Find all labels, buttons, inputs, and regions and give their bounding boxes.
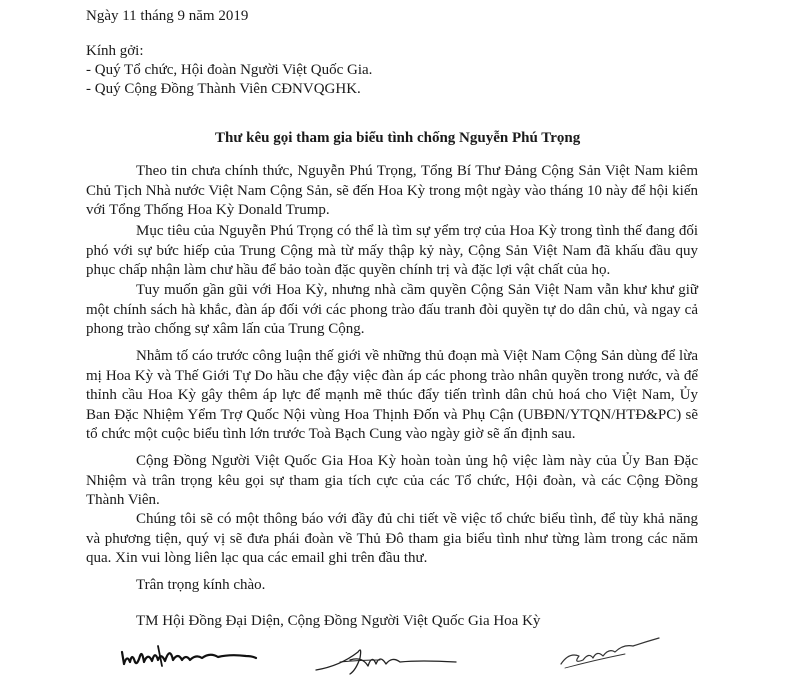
paragraph-4	[86, 347, 698, 445]
closing: Trân trọng kính chào.	[136, 577, 266, 593]
recipient-1: - Quý Tổ chức, Hội đoàn Người Việt Quốc Gia.	[86, 62, 373, 78]
signoff: TM Hội Đồng Đại Diện, Cộng Đồng Người Việt Quốc Gia Hoa Kỳ	[136, 613, 541, 629]
recipient-2: - Quý Cộng Đồng Thành Viên CĐNVQGHK.	[86, 81, 361, 97]
paragraph-5-text: Cộng Đồng Người Việt Quốc Gia Hoa Kỳ hoàn toàn ủng hộ việc làm này của Ủy Ban Đặc Nhiệm và trân trọng kêu gọi sự tham gia tích cực của các Tổ chức, Hội đoàn, và các Cộng Đồng Thành Viên.	[86, 453, 698, 508]
paragraph-6	[86, 510, 698, 569]
letter-date: Ngày 11 tháng 9 năm 2019	[86, 8, 249, 24]
paragraph-2-text: Mục tiêu của Nguyễn Phú Trọng có thể là tìm sự yểm trợ của Hoa Kỳ trong tình thế đang đối phó với sự bức hiếp của Trung Cộng mà từ mấy thập kỷ này, Cộng Sản Việt Nam đã khấu đầu quy phục chấp nhận làm chư hầu để bảo toàn đặc quyền chính trị và đặc lợi vật chất của họ.	[86, 223, 698, 278]
paragraph-2	[86, 222, 698, 281]
paragraph-4-text: Nhằm tố cáo trước công luận thế giới về những thủ đoạn mà Việt Nam Cộng Sản dùng để lừa mị Hoa Kỳ và Thế Giới Tự Do hầu che đậy việc đàn áp các phong trào nhân quyền trong nước, và để thỉnh cầu Hoa Kỳ gây thêm áp lực để mạnh mẽ thúc đẩy tiến trình dân chủ hoá cho Việt Nam, Ủy Ban Đặc Nhiệm Yểm Trợ Quốc Nội vùng Hoa Thịnh Đốn và Phụ Cận (UBĐN/YTQN/HTĐ&PC) sẽ tổ chức một cuộc biểu tình lớn trước Toà Bạch Cung vào ngày giờ sẽ ấn định sau.	[86, 348, 698, 442]
paragraph-1-text: Theo tin chưa chính thức, Nguyễn Phú Trọng, Tổng Bí Thư Đảng Cộng Sản Việt Nam kiêm Chủ Tịch Nhà nước Việt Nam Cộng Sản, sẽ đến Hoa Kỳ trong một ngày vào tháng 10 này để hội kiến với Tổng Thống Hoa Kỳ Donald Trump.	[86, 163, 698, 218]
paragraph-3-text: Tuy muốn gần gũi với Hoa Kỳ, nhưng nhà cầm quyền Cộng Sản Việt Nam vẫn khư khư giữ một chính sách hà khắc, đàn áp đối với các phong trào đấu tranh đòi quyền tự do dân chủ, và ngay cả phong trào chống sự xâm lấn của Trung Cộng.	[86, 282, 698, 337]
paragraph-6-text: Chúng tôi sẽ có một thông báo với đầy đủ chi tiết về việc tổ chức biểu tình, để tùy khả năng và phương tiện, quý vị sẽ đưa phái đoàn về Thủ Đô tham gia biểu tình như từng làm trong các năm qua. Xin vui lòng liên lạc qua các email ghi trên đầu thư.	[86, 511, 698, 566]
paragraph-1	[86, 162, 698, 221]
letter-title: Thư kêu gọi tham gia biểu tình chống Nguyễn Phú Trọng	[215, 130, 581, 146]
signature-2	[310, 640, 460, 675]
paragraph-3	[86, 281, 698, 340]
salutation: Kính gởi:	[86, 43, 144, 59]
signature-3	[555, 634, 665, 672]
paragraph-5	[86, 452, 698, 511]
signature-1	[118, 642, 258, 675]
